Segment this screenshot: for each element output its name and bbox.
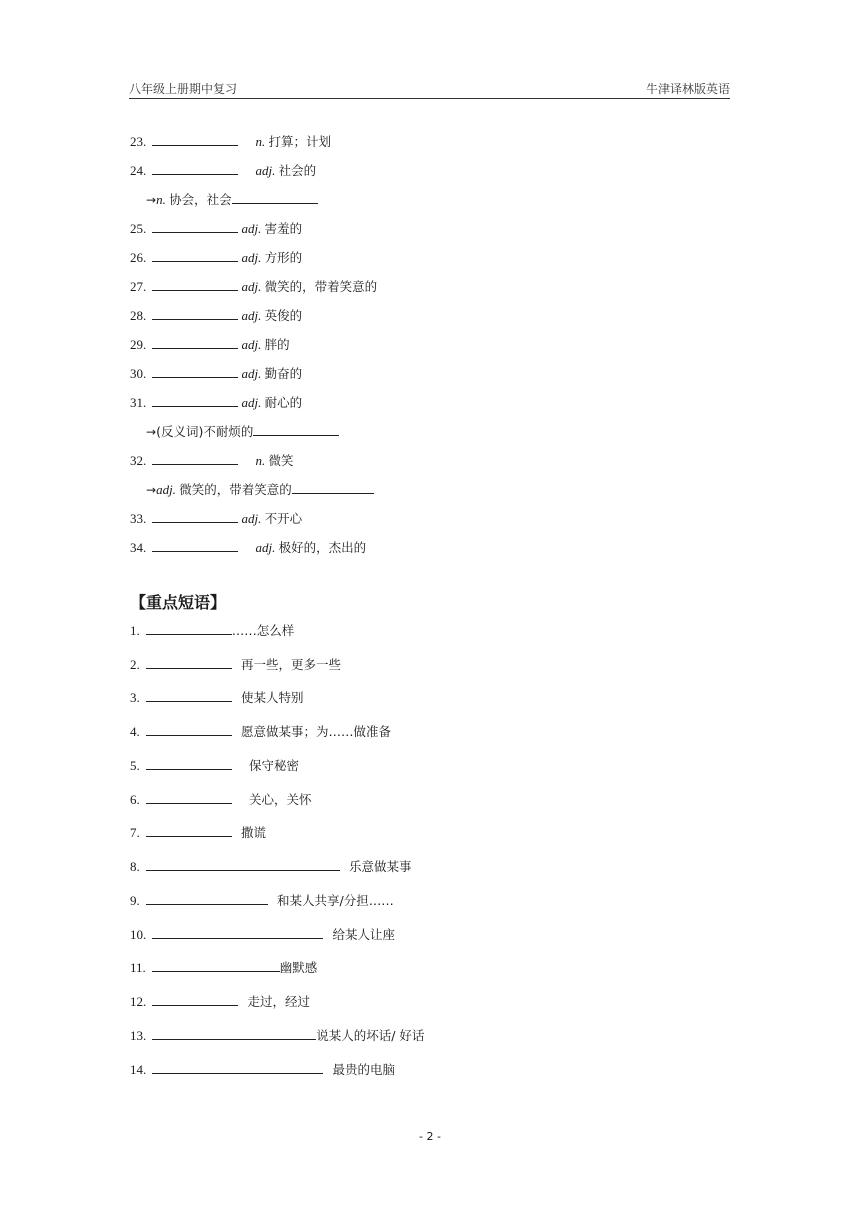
phrase-item: 12. 走过，经过	[130, 991, 310, 1011]
answer-blank[interactable]	[152, 160, 238, 175]
answer-blank[interactable]	[146, 822, 232, 837]
phrase-item: 11. 幽默感	[130, 957, 317, 977]
vocab-item: 33. adj. 不开心	[130, 508, 302, 528]
phrase-item: 9. 和某人共享/分担……	[130, 890, 394, 910]
answer-blank[interactable]	[146, 687, 232, 702]
vocab-item: 27. adj. 微笑的，带着笑意的	[130, 276, 377, 296]
answer-blank[interactable]	[152, 537, 238, 552]
vocab-item: 26. adj. 方形的	[130, 247, 302, 267]
answer-blank[interactable]	[152, 991, 238, 1006]
answer-blank[interactable]	[146, 856, 340, 871]
vocab-item: 23. n. 打算；计划	[130, 131, 331, 151]
answer-blank[interactable]	[146, 654, 232, 669]
answer-blank[interactable]	[152, 1059, 323, 1074]
vocab-item: 28. adj. 英俊的	[130, 305, 302, 325]
answer-blank[interactable]	[146, 755, 232, 770]
vocab-sub-item: →adj. 微笑的，带着笑意的	[146, 479, 374, 499]
phrase-item: 3. 使某人特别	[130, 687, 304, 707]
answer-blank[interactable]	[152, 131, 238, 146]
vocab-item: 34. adj. 极好的，杰出的	[130, 537, 366, 557]
answer-blank[interactable]	[152, 1025, 316, 1040]
vocab-item: 30. adj. 勤奋的	[130, 363, 302, 383]
answer-blank[interactable]	[152, 218, 238, 233]
answer-blank[interactable]	[253, 421, 339, 436]
phrase-item: 5. 保守秘密	[130, 755, 299, 775]
answer-blank[interactable]	[152, 363, 238, 378]
page-header	[129, 77, 730, 99]
vocab-sub-item: →(反义词)不耐烦的	[146, 421, 339, 441]
answer-blank[interactable]	[146, 789, 232, 804]
phrase-item: 7. 撒谎	[130, 822, 266, 842]
section-title: 【重点短语】	[130, 593, 227, 612]
answer-blank[interactable]	[232, 189, 318, 204]
answer-blank[interactable]	[152, 957, 280, 972]
phrase-item: 10. 给某人让座	[130, 924, 395, 944]
phrase-item: 4. 愿意做某事；为……做准备	[130, 721, 391, 741]
vocab-item: 25. adj. 害羞的	[130, 218, 302, 238]
header-right: 牛津译林版英语	[645, 82, 730, 96]
answer-blank[interactable]	[152, 334, 238, 349]
phrase-item: 2. 再一些，更多一些	[130, 654, 341, 674]
answer-blank[interactable]	[152, 247, 238, 262]
vocab-item: 24. adj. 社会的	[130, 160, 316, 180]
answer-blank[interactable]	[152, 924, 323, 939]
answer-blank[interactable]	[152, 276, 238, 291]
phrase-item: 8. 乐意做某事	[130, 856, 412, 876]
phrase-item: 1. ……怎么样	[130, 620, 294, 640]
answer-blank[interactable]	[292, 479, 374, 494]
answer-blank[interactable]	[152, 392, 238, 407]
vocab-sub-item: →n. 协会，社会	[146, 189, 318, 209]
answer-blank[interactable]	[146, 721, 232, 736]
answer-blank[interactable]	[152, 305, 238, 320]
vocab-item: 32. n. 微笑	[130, 450, 294, 470]
phrase-item: 14. 最贵的电脑	[130, 1059, 395, 1079]
answer-blank[interactable]	[146, 890, 268, 905]
vocab-item: 31. adj. 耐心的	[130, 392, 302, 412]
phrase-item: 13. 说某人的坏话/ 好话	[130, 1025, 424, 1045]
answer-blank[interactable]	[152, 450, 238, 465]
vocab-item: 29. adj. 胖的	[130, 334, 290, 354]
answer-blank[interactable]	[152, 508, 238, 523]
phrase-item: 6. 关心，关怀	[130, 789, 312, 809]
header-left: 八年级上册期中复习	[129, 82, 238, 96]
answer-blank[interactable]	[146, 620, 232, 635]
page-number: - 2 -	[419, 1130, 441, 1143]
